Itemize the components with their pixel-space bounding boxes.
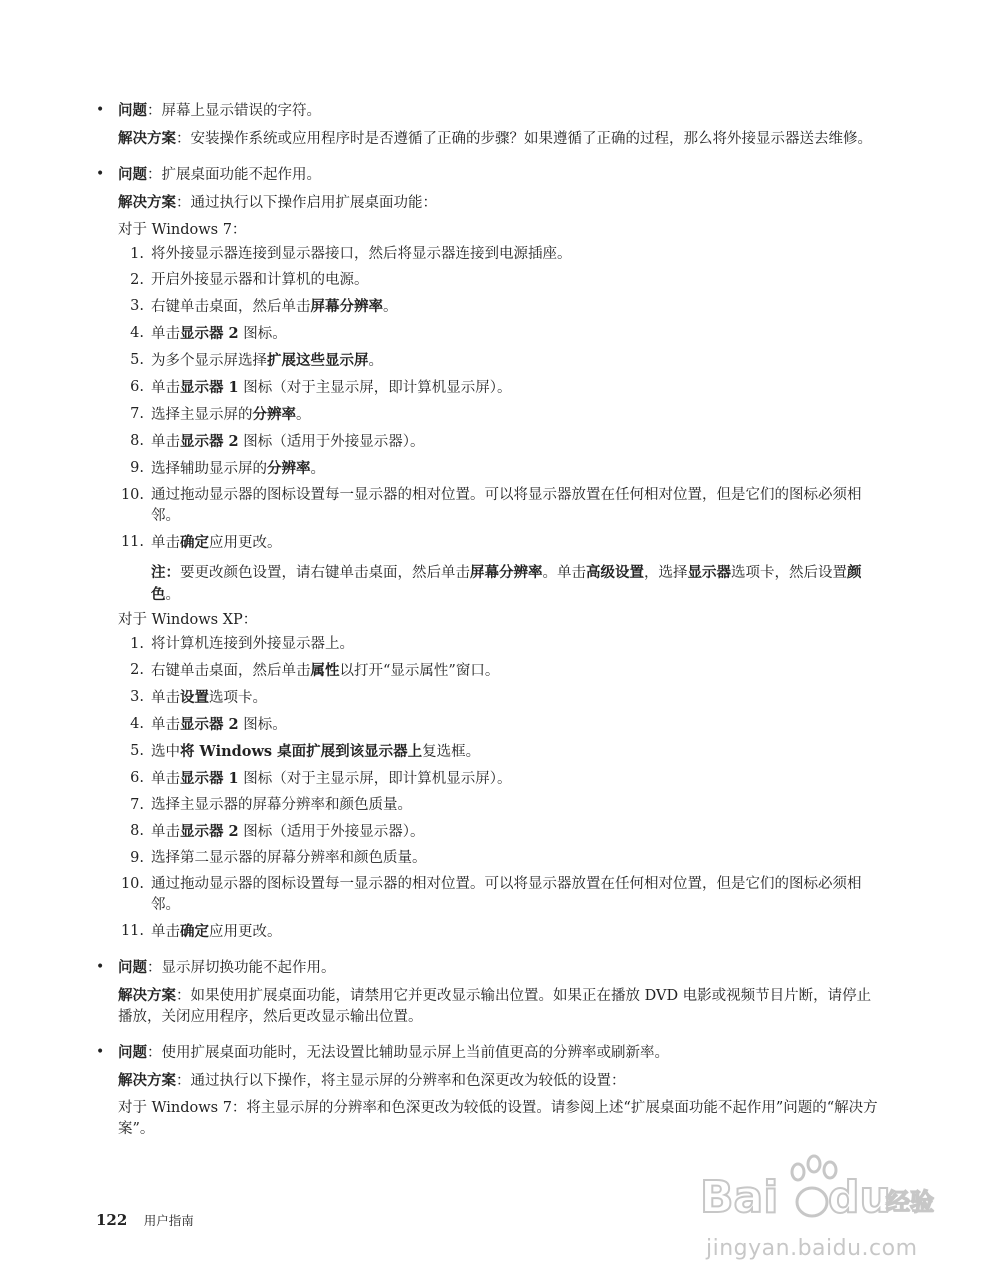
problem-item — [96, 1042, 880, 1140]
step-number: 3. — [130, 298, 144, 314]
step-text: 单击 — [151, 690, 180, 706]
step-item — [118, 350, 880, 372]
svg-text:Bai: Bai — [700, 1172, 779, 1223]
step-text: 选中 — [151, 744, 180, 760]
step-number: 8. — [130, 823, 144, 839]
step-text: 应用更改。 — [209, 924, 282, 940]
step-item — [118, 848, 880, 869]
step-emphasis: 显示器 1 — [180, 770, 239, 787]
solution-line: 解决方案：安装操作系统或应用程序时是否遵循了正确的步骤？如果遵循了正确的过程，那么将外接显示器送去维修。 — [118, 130, 872, 147]
problem-line: 问题：显示屏切换功能不起作用。 — [118, 959, 336, 976]
step-number: 10. — [120, 876, 144, 892]
step-number: 10. — [120, 487, 144, 503]
step-text: 选择第二显示器的屏幕分辨率和颜色质量。 — [151, 850, 427, 866]
svg-text:经验: 经验 — [886, 1188, 934, 1216]
step-text: 图标（对于主显示屏，即计算机显示屏）。 — [238, 771, 512, 787]
step-item — [118, 687, 880, 709]
step-text: 单击 — [151, 535, 180, 551]
tail-text: 对于 Windows 7：将主显示屏的分辨率和色深更改为较低的设置。请参阅上述“扩展桌面功能不起作用”问题的“解决方案”。 — [118, 1100, 878, 1137]
step-number: 2. — [130, 662, 144, 678]
problem-item — [96, 100, 880, 150]
problem-line: 问题：扩展桌面功能不起作用。 — [118, 166, 321, 183]
step-emphasis: 屏幕分辨率 — [310, 298, 383, 315]
step-text: 图标。 — [238, 717, 287, 733]
step-text: 单击 — [151, 380, 180, 396]
solution-line: 解决方案：通过执行以下操作，将主显示屏的分辨率和色深更改为较低的设置： — [118, 1072, 626, 1089]
windows7-heading: 对于 Windows 7： — [118, 222, 247, 238]
step-emphasis: 显示器 2 — [180, 823, 239, 840]
step-text: 为多个显示屏选择 — [151, 353, 267, 369]
step-text: 右键单击桌面，然后单击 — [151, 299, 311, 315]
step-number: 2. — [130, 272, 144, 288]
step-number: 1. — [130, 636, 144, 652]
step-item — [118, 270, 880, 291]
step-item — [118, 741, 880, 763]
step-item — [118, 323, 880, 345]
step-item — [118, 296, 880, 318]
problem-item — [96, 164, 880, 943]
step-emphasis: 分辨率 — [267, 460, 311, 477]
svg-text:du: du — [828, 1172, 891, 1223]
step-number: 7. — [130, 406, 144, 422]
windowsxp-steps — [118, 634, 880, 943]
step-emphasis: 确定 — [180, 923, 209, 940]
step-item — [118, 874, 880, 916]
step-item — [118, 795, 880, 816]
step-emphasis: 设置 — [180, 689, 209, 706]
step-item — [118, 404, 880, 426]
step-text: 选项卡。 — [209, 690, 267, 706]
baidu-watermark — [700, 1150, 940, 1270]
step-text: 通过拖动显示器的图标设置每一显示器的相对位置。可以将显示器放置在任何相对位置，但是它们的图标必须相邻。 — [151, 487, 862, 524]
step-text: 将计算机连接到外接显示器上。 — [151, 636, 354, 652]
note: 注：要更改颜色设置，请右键单击桌面，然后单击屏幕分辨率。单击高级设置，选择显示器选项卡，然后设置颜色。 — [151, 564, 862, 603]
bullet-icon: • — [96, 959, 105, 975]
problem-item — [96, 957, 880, 1028]
watermark-url: jingyan.baidu.com — [706, 1236, 918, 1261]
step-text: 以打开“显示属性”窗口。 — [339, 663, 500, 679]
page-number: 122 — [96, 1211, 128, 1229]
step-text: 选择辅助显示屏的 — [151, 461, 267, 477]
step-number: 9. — [130, 850, 144, 866]
windows7-steps — [118, 244, 880, 554]
step-item — [118, 532, 880, 554]
step-item — [118, 485, 880, 527]
step-text: 选择主显示器的屏幕分辨率和颜色质量。 — [151, 797, 412, 813]
page-content — [96, 100, 880, 1154]
step-emphasis: 扩展这些显示屏 — [267, 352, 369, 369]
step-item — [118, 921, 880, 943]
problem-line: 问题：屏幕上显示错误的字符。 — [118, 102, 321, 119]
step-text: 右键单击桌面，然后单击 — [151, 663, 311, 679]
step-number: 6. — [130, 770, 144, 786]
bullet-icon: • — [96, 1044, 105, 1060]
step-text: 单击 — [151, 326, 180, 342]
step-text: 单击 — [151, 924, 180, 940]
step-text: 图标（对于主显示屏，即计算机显示屏）。 — [238, 380, 512, 396]
step-item — [118, 634, 880, 655]
step-text: 图标（适用于外接显示器）。 — [238, 824, 425, 840]
step-number: 3. — [130, 689, 144, 705]
step-item — [118, 244, 880, 265]
step-text: 图标。 — [238, 326, 287, 342]
step-number: 6. — [130, 379, 144, 395]
step-item — [118, 660, 880, 682]
step-item — [118, 821, 880, 843]
solution-line: 解决方案：通过执行以下操作启用扩展桌面功能： — [118, 194, 437, 211]
step-text: 应用更改。 — [209, 535, 282, 551]
step-item — [118, 714, 880, 736]
step-number: 11. — [120, 923, 144, 939]
step-emphasis: 将 Windows 桌面扩展到该显示器上 — [180, 743, 423, 760]
step-item — [118, 768, 880, 790]
step-text: 将外接显示器连接到显示器接口，然后将显示器连接到电源插座。 — [151, 246, 572, 262]
step-text: 。 — [368, 353, 383, 369]
step-number: 4. — [130, 325, 144, 341]
step-text: 复选框。 — [422, 744, 481, 760]
step-number: 11. — [120, 534, 144, 550]
baidu-jingyan-logo-icon — [700, 1150, 940, 1230]
step-text: 图标（适用于外接显示器）。 — [238, 434, 425, 450]
step-emphasis: 确定 — [180, 534, 209, 551]
step-number: 5. — [130, 743, 144, 759]
step-number: 9. — [130, 460, 144, 476]
step-text: 。 — [296, 407, 311, 423]
solution-line: 解决方案：如果使用扩展桌面功能，请禁用它并更改显示输出位置。如果正在播放 DVD 电影或视频节目片断，请停止播放，关闭应用程序，然后更改显示输出位置。 — [118, 987, 872, 1025]
step-emphasis: 显示器 1 — [180, 379, 239, 396]
step-text: 单击 — [151, 717, 180, 733]
problem-line: 问题：使用扩展桌面功能时，无法设置比辅助显示屏上当前值更高的分辨率或刷新率。 — [118, 1044, 669, 1061]
windowsxp-heading: 对于 Windows XP： — [118, 612, 258, 628]
step-text: 。 — [383, 299, 398, 315]
bullet-icon: • — [96, 166, 105, 182]
step-item — [118, 458, 880, 480]
step-text: 通过拖动显示器的图标设置每一显示器的相对位置。可以将显示器放置在任何相对位置，但是它们的图标必须相邻。 — [151, 876, 862, 913]
page-footer — [96, 1211, 194, 1229]
step-emphasis: 分辨率 — [252, 406, 296, 423]
step-number: 5. — [130, 352, 144, 368]
step-text: 单击 — [151, 434, 180, 450]
step-emphasis: 显示器 2 — [180, 433, 239, 450]
step-number: 8. — [130, 433, 144, 449]
step-text: 开启外接显示器和计算机的电源。 — [151, 272, 369, 288]
step-text: 单击 — [151, 771, 180, 787]
step-emphasis: 属性 — [310, 662, 340, 679]
step-number: 7. — [130, 797, 144, 813]
step-text: 单击 — [151, 824, 180, 840]
step-number: 4. — [130, 716, 144, 732]
step-item — [118, 431, 880, 453]
footer-title: 用户指南 — [143, 1213, 194, 1228]
bullet-icon: • — [96, 102, 105, 118]
step-emphasis: 显示器 2 — [180, 716, 239, 733]
step-number: 1. — [130, 246, 144, 262]
step-text: 。 — [310, 461, 325, 477]
step-item — [118, 377, 880, 399]
step-emphasis: 显示器 2 — [180, 325, 239, 342]
step-text: 选择主显示屏的 — [151, 407, 253, 423]
